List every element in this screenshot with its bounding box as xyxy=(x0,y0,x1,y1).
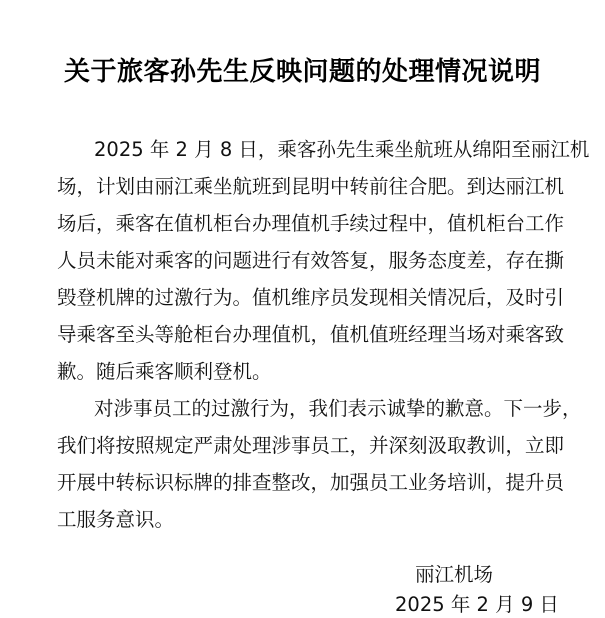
paragraph-line: 导乘客至头等舱柜台办理值机，值机值班经理当场对乘客致 xyxy=(57,323,565,346)
paragraph-line: 场后，乘客在值机柜台办理值机手续过程中，值机柜台工作 xyxy=(57,212,565,235)
paragraph-line: 对涉事员工的过激行为，我们表示诚挚的歉意。下一步， xyxy=(94,397,582,420)
paragraph-line: 歉。随后乘客顺利登机。 xyxy=(57,360,272,383)
paragraph-line: 2025 年 2 月 8 日，乘客孙先生乘坐航班从绵阳至丽江机 xyxy=(94,138,590,161)
signature-date: 2025 年 2 月 9 日 xyxy=(395,593,559,616)
paragraph-line: 场，计划由丽江乘坐航班到昆明中转前往合肥。到达丽江机 xyxy=(57,175,565,198)
document-title: 关于旅客孙先生反映问题的处理情况说明 xyxy=(63,57,541,87)
paragraph-line: 毁登机牌的过激行为。值机维序员发现相关情况后，及时引 xyxy=(57,286,565,309)
signature-organization: 丽江机场 xyxy=(415,563,494,586)
paragraph-line: 工服务意识。 xyxy=(57,508,175,531)
paragraph-line: 人员未能对乘客的问题进行有效答复，服务态度差，存在撕 xyxy=(57,249,565,272)
paragraph-line: 我们将按照规定严肃处理涉事员工，并深刻汲取教训，立即 xyxy=(57,434,565,457)
paragraph-line: 开展中转标识标牌的排查整改，加强员工业务培训，提升员 xyxy=(57,471,565,494)
